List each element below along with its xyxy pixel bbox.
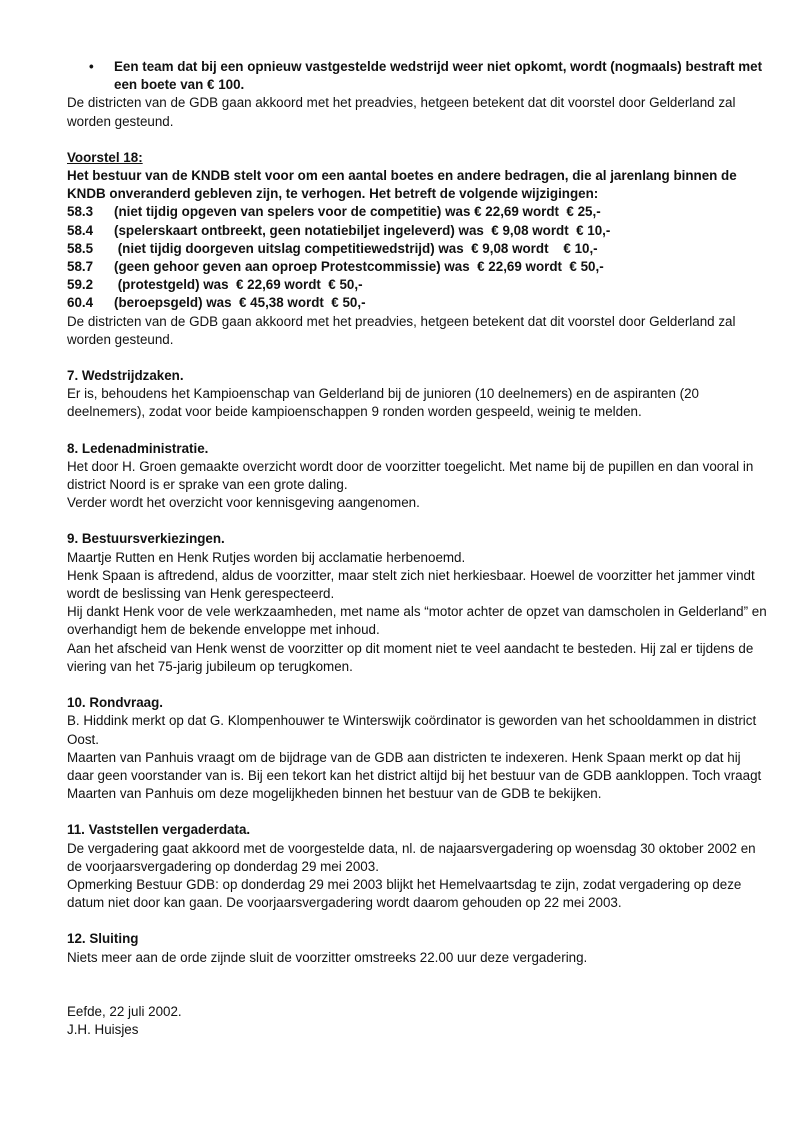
fee-code: 58.3 [67, 204, 94, 220]
section-9-paragraph: Aan het afscheid van Henk wenst de voorzitter op dit moment niet te veel aandacht te besteden. Hij zal er tijdens de viering van het 75-jarig jubileum op terugkomen. [67, 640, 754, 674]
section-9-paragraph: Henk Spaan is aftredend, aldus de voorzitter, maar stelt zich niet herkiesbaar. Hoewel de voorzitter het jammer vindt wordt de beslissing van Henk gerespecteerd. [67, 567, 755, 602]
section-12-paragraph: Niets meer aan de orde zijnde sluit de voorzitter omstreeks 22.00 uur deze vergadering. [67, 949, 588, 965]
bullet-dot-icon: • [89, 59, 94, 74]
fee-row [67, 203, 767, 221]
districts-paragraph: De districten van de GDB gaan akkoord met het preadvies, hetgeen betekent dat dit voorstel door Gelderland zal worden gesteund. [67, 95, 736, 129]
section-12-heading: 12. Sluiting [67, 931, 139, 947]
fee-text: (niet tijdig opgeven van spelers voor de competitie) was € 22,69 wordt € 25,- [114, 204, 601, 220]
fee-code: 60.4 [67, 295, 94, 311]
fee-row [67, 258, 767, 276]
section-10-heading: 10. Rondvraag. [67, 695, 163, 711]
section-11-heading: 11. Vaststellen vergaderdata. [67, 822, 251, 838]
fee-text: (geen gehoor geven aan oproep Protestcommissie) was € 22,69 wordt € 50,- [114, 259, 604, 275]
fee-changes-list [67, 203, 767, 312]
fee-text: (spelerskaart ontbreekt, geen notatiebiljet ingeleverd) was € 9,08 wordt € 10,- [114, 222, 611, 238]
section-10-paragraph: B. Hiddink merkt op dat G. Klompenhouwer te Winterswijk coördinator is geworden van het schooldammen in district Oost. [67, 713, 757, 747]
section-9-heading: 9. Bestuursverkiezingen. [67, 531, 225, 547]
voorstel-18-heading: Voorstel 18: [67, 149, 143, 165]
signature-name: J.H. Huisjes [67, 1021, 139, 1037]
fee-row [67, 222, 767, 240]
fee-code: 58.4 [67, 222, 94, 238]
section-11-paragraph: De vergadering gaat akkoord met de voorgestelde data, nl. de najaarsvergadering op woensdag 30 oktober 2002 en de voorjaarsvergadering op donderdag 29 mei 2003. [67, 840, 756, 874]
section-10-paragraph: Maarten van Panhuis vraagt om de bijdrage van de GDB aan districten te indexeren. Henk Spaan merkt op dat hij daar geen voorstander van is. Bij een tekort kan het district altijd bij het bestuur van de GDB aankloppen. Toch vraagt Maarten van Panhuis om deze mogelijkheden binnen het bestuur van de GDB te bekijken. [67, 749, 762, 802]
fee-code: 59.2 [67, 277, 94, 293]
voorstel-18-conclusion: De districten van de GDB gaan akkoord met het preadvies, hetgeen betekent dat dit voorstel door Gelderland zal worden gesteund. [67, 313, 736, 347]
bullet-text: Een team dat bij een opnieuw vastgestelde wedstrijd weer niet opkomt, wordt (nogmaals) bestraft met een boete van € 100. [114, 59, 763, 93]
fee-code: 58.7 [67, 259, 94, 275]
section-11-paragraph: Opmerking Bestuur GDB: op donderdag 29 mei 2003 blijkt het Hemelvaartsdag te zijn, zodat vergadering op deze datum niet door kan gaan. De voorjaarsvergadering wordt daarom gehouden op 22 mei 2003. [67, 876, 742, 911]
fee-row [67, 294, 767, 312]
section-8-heading: 8. Ledenadministratie. [67, 440, 209, 456]
section-7-heading: 7. Wedstrijdzaken. [67, 368, 184, 384]
fee-code: 58.5 [67, 240, 94, 256]
bullet-item [67, 58, 767, 94]
fee-text: (niet tijdig doorgeven uitslag competitiewedstrijd) was € 9,08 wordt € 10,- [114, 240, 598, 256]
fee-text: (beroepsgeld) was € 45,38 wordt € 50,- [114, 295, 366, 311]
section-8-paragraph: Het door H. Groen gemaakte overzicht wordt door de voorzitter toegelicht. Met name bij de pupillen en dan vooral in district Noord is er sprake van een grote daling. [67, 458, 754, 493]
section-8-paragraph: Verder wordt het overzicht voor kennisgeving aangenomen. [67, 495, 420, 511]
fee-row [67, 240, 767, 258]
section-7-paragraph: Er is, behoudens het Kampioenschap van Gelderland bij de junioren (10 deelnemers) en de aspiranten (20 deelnemers), zodat voor beide kampioenschappen 9 ronden worden gespeeld, weinig te melden. [67, 386, 699, 420]
signature-place-date: Eefde, 22 juli 2002. [67, 1003, 182, 1019]
voorstel-18-intro: Het bestuur van de KNDB stelt voor om een aantal boetes en andere bedragen, die al jarenlang binnen de KNDB onveranderd gebleven zijn, te verhogen. Het betreft de volgende wijzigingen: [67, 168, 737, 202]
section-9-paragraph: Hij dankt Henk voor de vele werkzaamheden, met name als “motor achter de opzet van damscholen in Gelderland” en overhandigt hem de bekende enveloppe met inhoud. [67, 604, 767, 638]
fee-text: (protestgeld) was € 22,69 wordt € 50,- [114, 277, 363, 293]
section-9-paragraph: Maartje Rutten en Henk Rutjes worden bij acclamatie herbenoemd. [67, 549, 466, 565]
fee-row [67, 276, 767, 294]
document-page [67, 58, 767, 1039]
